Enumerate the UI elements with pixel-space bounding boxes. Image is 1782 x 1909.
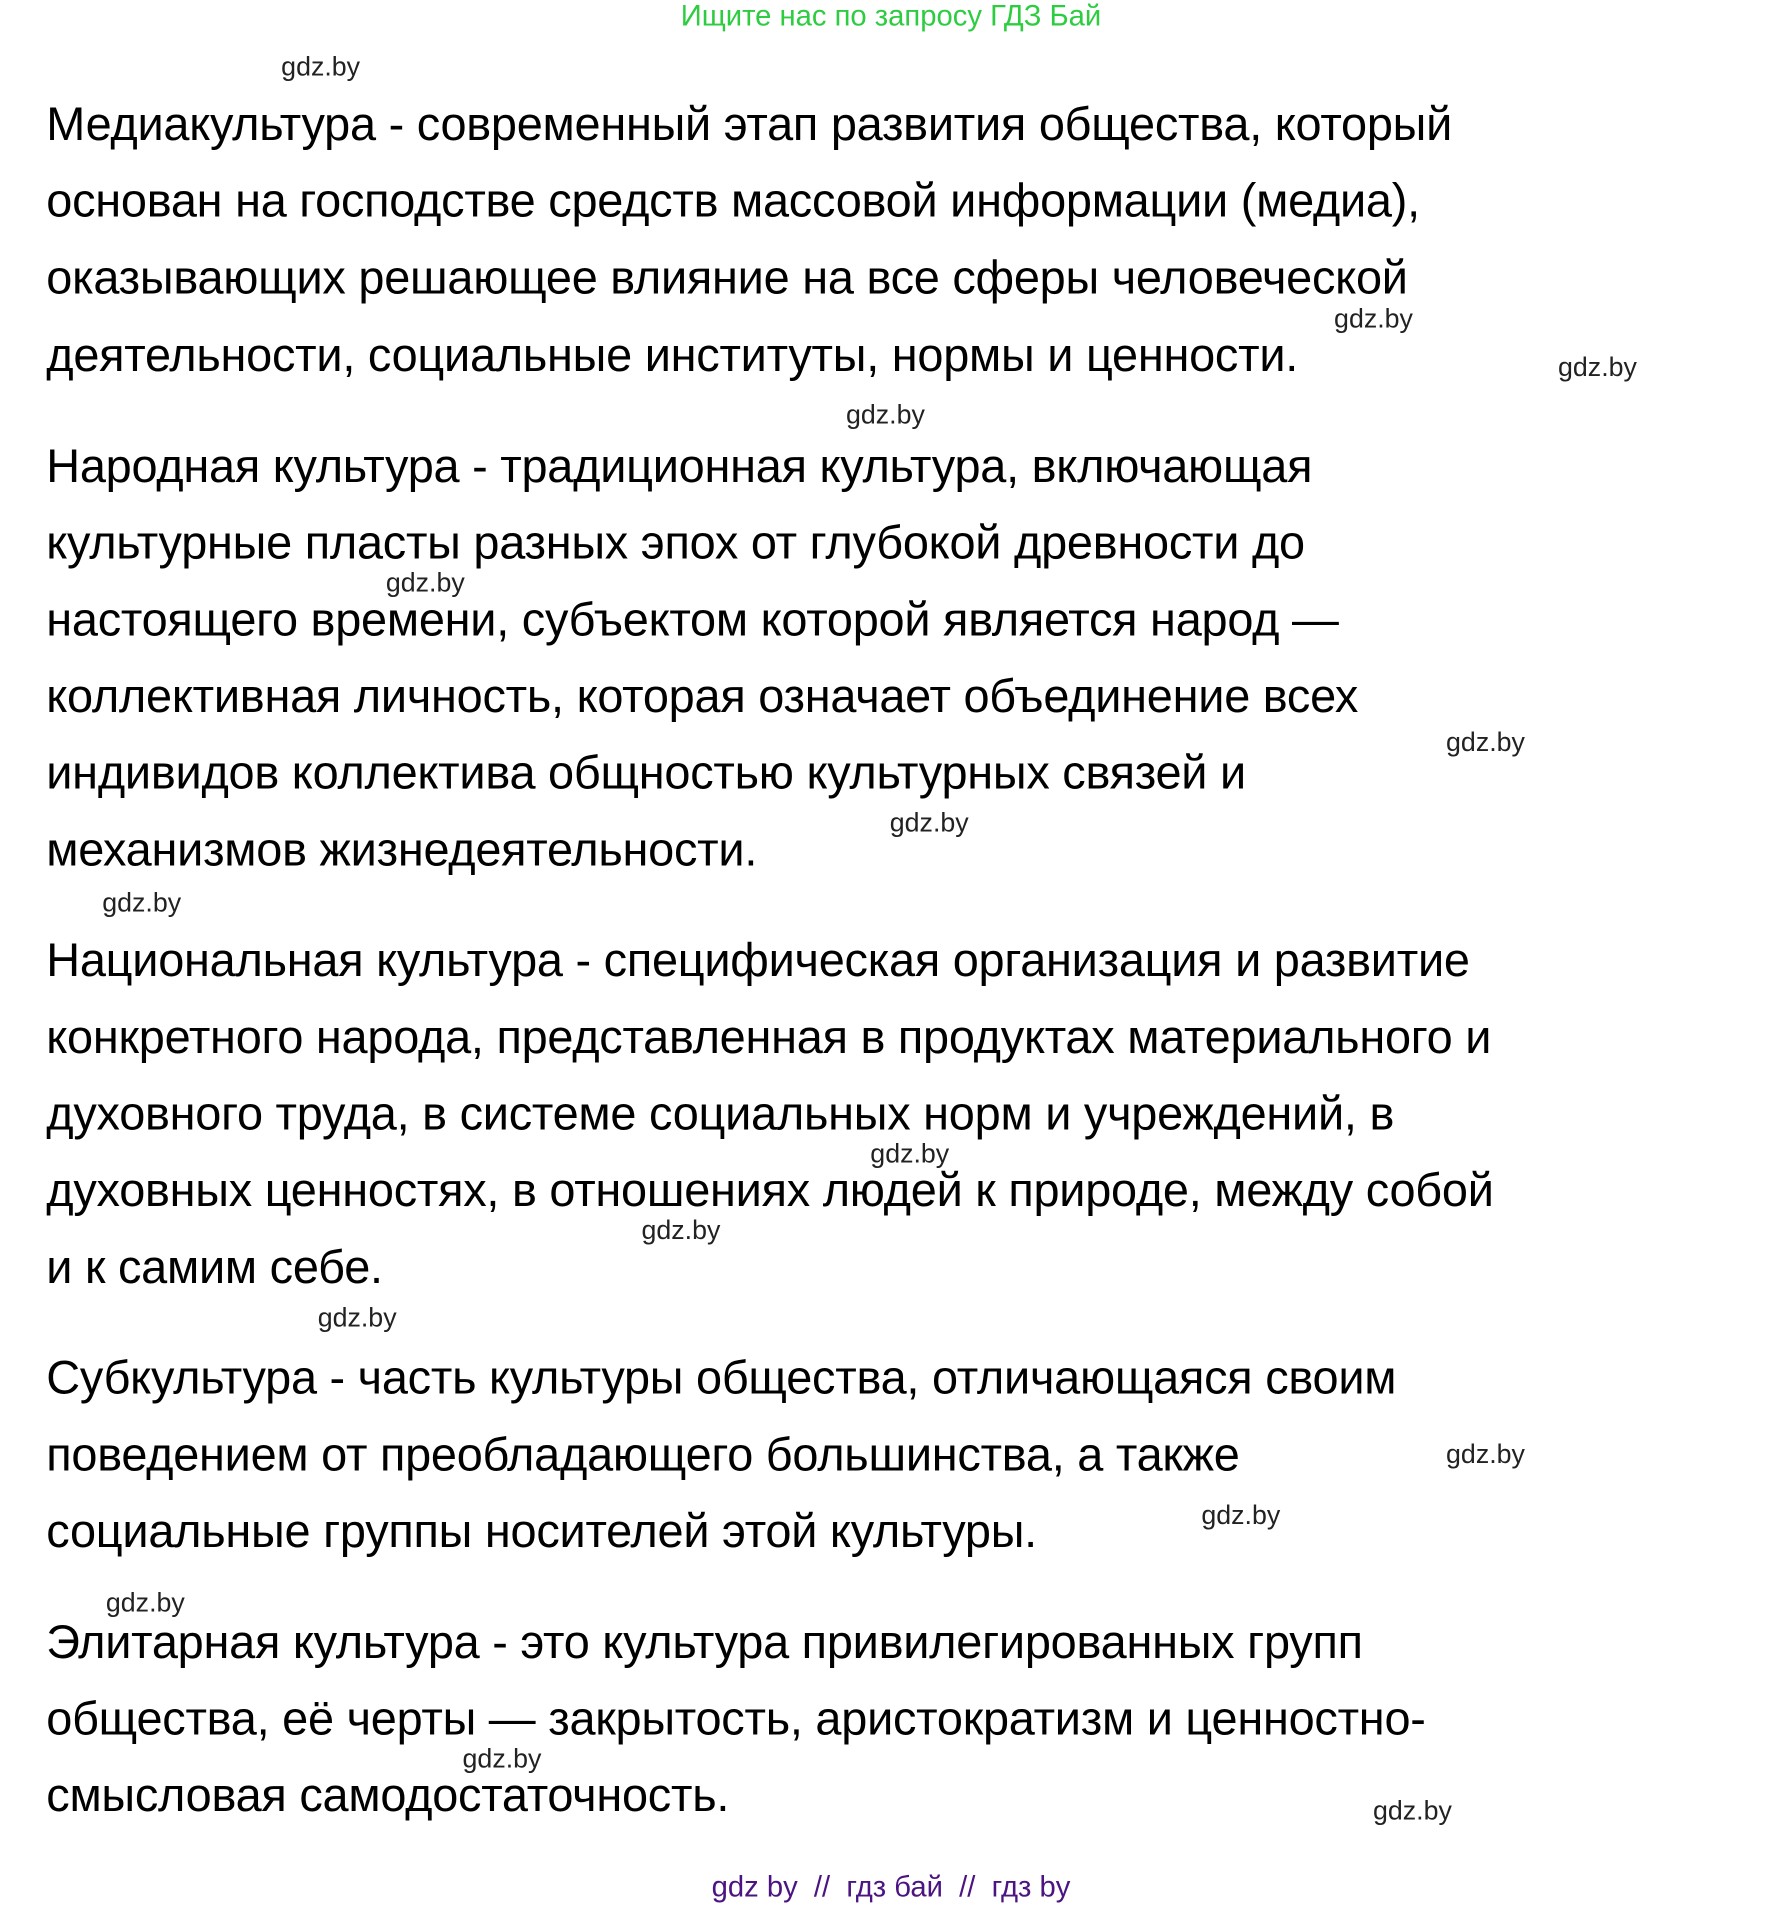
watermark-text: gdz.by xyxy=(105,1587,185,1618)
watermark-text: gdz.by xyxy=(845,399,925,430)
text-line: механизмов жизнедеятельности. xyxy=(46,824,758,877)
text-line: общества, её черты — закрытость, аристократизм и ценностно- xyxy=(46,1693,1426,1746)
watermark-text: gdz.by xyxy=(1558,351,1637,383)
watermark-text: gdz.by xyxy=(385,567,465,598)
watermark-text: gdz.by xyxy=(1334,303,1413,334)
search-hint-banner: Ищите нас по запросу ГДЗ Бай xyxy=(680,0,1102,33)
watermark-text: gdz.by xyxy=(641,1214,721,1246)
text-line: духовных ценностях, в отношениях людей к природе, между собой xyxy=(46,1164,1494,1218)
watermark-text: gdz.by xyxy=(870,1138,950,1169)
text-line: духовного труда, в системе социальных норм и учреждений, в xyxy=(46,1088,1395,1141)
text-line: Национальная культура - специфическая организация и развитие xyxy=(46,934,1470,988)
text-line: Народная культура - традиционная культура, включающая xyxy=(46,440,1313,493)
text-line: смысловая самодостаточность. xyxy=(46,1769,730,1823)
text-line: Субкультура - часть культуры общества, отличающаяся своим xyxy=(46,1352,1397,1405)
text-line: Медиакультура - современный этап развития общества, который xyxy=(46,98,1453,151)
footer-watermark: gdz by // гдз бай // гдз by xyxy=(711,1870,1071,1904)
watermark-text: gdz.by xyxy=(1446,726,1525,758)
watermark-text: gdz.by xyxy=(317,1302,397,1333)
text-line: оказывающих решающее влияние на все сферы человеческой xyxy=(46,251,1408,305)
watermark-text: gdz.by xyxy=(1373,1795,1452,1826)
text-line: культурные пласты разных эпох от глубокой древности до xyxy=(46,517,1305,570)
watermark-text: gdz.by xyxy=(1446,1438,1525,1470)
text-line: коллективная личность, которая означает объединение всех xyxy=(46,670,1359,724)
watermark-text: gdz.by xyxy=(462,1743,542,1774)
text-line: деятельности, социальные институты, нормы и ценности. xyxy=(46,329,1299,383)
text-line: Элитарная культура - это культура привилегированных групп xyxy=(46,1616,1363,1669)
watermark-text: gdz.by xyxy=(281,51,361,82)
text-line: настоящего времени, субъектом которой является народ — xyxy=(46,593,1339,647)
text-line: социальные группы носителей этой культуры. xyxy=(46,1505,1037,1559)
text-line: основан на господстве средств массовой информации (медиа), xyxy=(46,175,1420,228)
text-line: и к самим себе. xyxy=(46,1241,383,1294)
watermark-text: gdz.by xyxy=(1201,1499,1281,1531)
text-line: индивидов коллектива общностью культурных связей и xyxy=(46,747,1246,800)
watermark-text: gdz.by xyxy=(889,807,969,838)
text-line: конкретного народа, представленная в продуктах материального и xyxy=(46,1011,1492,1064)
watermark-text: gdz.by xyxy=(102,887,182,918)
text-line: поведением от преобладающего большинства, а также xyxy=(46,1428,1240,1482)
